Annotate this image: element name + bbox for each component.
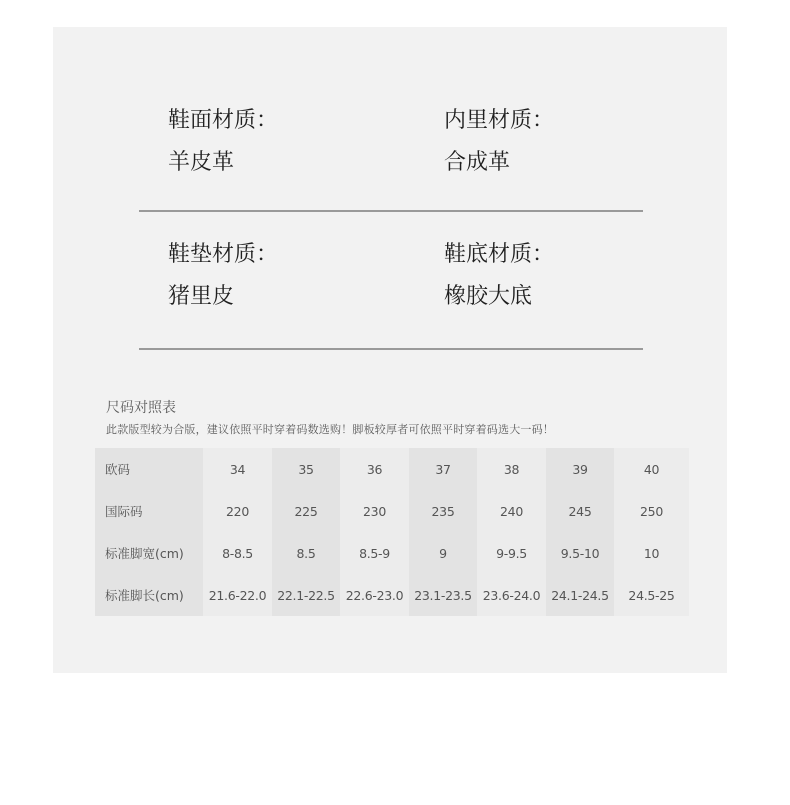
table-cell: 36	[340, 448, 409, 490]
table-cell: 38	[477, 448, 546, 490]
table-cell: 10	[614, 532, 689, 574]
upper-material-value: 羊皮革	[168, 150, 235, 175]
lining-material-value: 合成革	[444, 150, 511, 175]
table-cell: 37	[409, 448, 477, 490]
outsole-material-spec	[444, 242, 554, 310]
table-cell: 8.5	[272, 532, 340, 574]
table-cell: 34	[203, 448, 272, 490]
table-cell: 250	[614, 490, 689, 532]
upper-material-label: 鞋面材质：	[168, 108, 279, 133]
table-cell: 23.1-23.5	[409, 574, 477, 616]
table-row-label: 国际码	[95, 490, 203, 532]
table-cell: 240	[477, 490, 546, 532]
table-row	[95, 532, 689, 574]
outsole-material-label: 鞋底材质：	[444, 242, 555, 267]
table-row	[95, 574, 689, 616]
table-cell: 22.6-23.0	[340, 574, 409, 616]
table-cell: 225	[272, 490, 340, 532]
spec-divider-bottom	[139, 348, 643, 350]
lining-material-label: 内里材质：	[444, 108, 555, 133]
table-cell: 9-9.5	[477, 532, 546, 574]
table-row	[95, 448, 689, 490]
insole-material-label: 鞋垫材质：	[168, 242, 279, 267]
insole-material-spec	[168, 242, 278, 310]
table-cell: 9.5-10	[546, 532, 614, 574]
table-cell: 230	[340, 490, 409, 532]
size-chart-note: 此款版型较为合版，建议依照平时穿着码数选购！脚板较厚者可依照平时穿着码选大一码！	[106, 423, 554, 436]
table-cell: 245	[546, 490, 614, 532]
table-cell: 23.6-24.0	[477, 574, 546, 616]
upper-material-spec	[168, 108, 278, 176]
table-cell: 8.5-9	[340, 532, 409, 574]
table-cell: 9	[409, 532, 477, 574]
product-detail-panel	[53, 27, 727, 673]
size-chart-title: 尺码对照表	[106, 400, 176, 416]
spec-divider-top	[139, 210, 643, 212]
table-row-label: 标准脚长(cm)	[95, 574, 203, 616]
table-cell: 24.5-25	[614, 574, 689, 616]
table-cell: 39	[546, 448, 614, 490]
table-cell: 40	[614, 448, 689, 490]
insole-material-value: 猪里皮	[168, 284, 235, 309]
table-row-label: 欧码	[95, 448, 203, 490]
outsole-material-value: 橡胶大底	[444, 284, 533, 309]
table-cell: 235	[409, 490, 477, 532]
table-row	[95, 490, 689, 532]
lining-material-spec	[444, 108, 554, 176]
table-row-label: 标准脚宽(cm)	[95, 532, 203, 574]
table-cell: 24.1-24.5	[546, 574, 614, 616]
table-cell: 22.1-22.5	[272, 574, 340, 616]
size-chart-table	[95, 448, 689, 616]
table-cell: 8-8.5	[203, 532, 272, 574]
table-cell: 21.6-22.0	[203, 574, 272, 616]
table-cell: 35	[272, 448, 340, 490]
table-cell: 220	[203, 490, 272, 532]
